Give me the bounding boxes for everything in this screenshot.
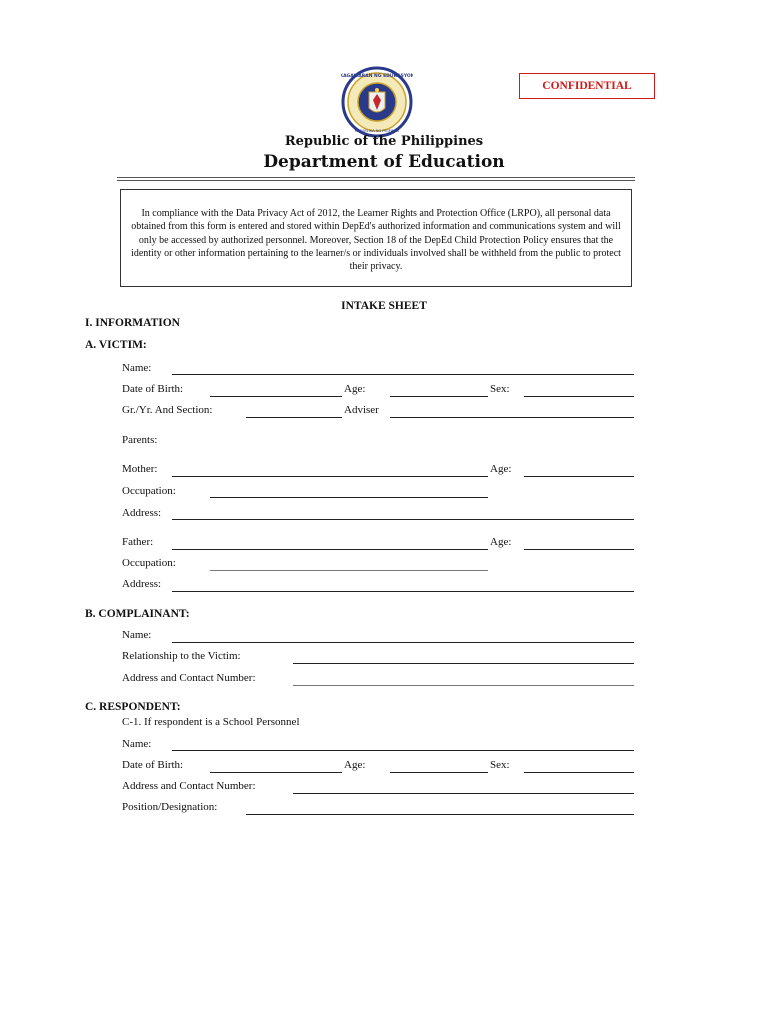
mother-name-field[interactable] xyxy=(172,476,488,477)
father-occupation-label: Occupation: xyxy=(122,557,176,569)
father-occupation-field[interactable] xyxy=(210,570,488,571)
department-heading: Department of Education xyxy=(263,152,505,172)
parents-label: Parents: xyxy=(122,434,158,446)
privacy-notice: In compliance with the Data Privacy Act of 2012, the Learner Rights and Protection Office (LRPO), all personal data obtained from this form is entered and stored within DepEd's authorized information and communications system and will only be accessed by authorized personnel. Moreover, Section 18 of the DepEd Child Protection Policy ensures that the identity or other information pertaining to the learner/s or individuals involved shall be withheld from the public to protect their privacy. xyxy=(120,189,632,287)
victim-adviser-field[interactable] xyxy=(390,417,634,418)
mother-label: Mother: xyxy=(122,463,158,475)
victim-dob-label: Date of Birth: xyxy=(122,383,184,395)
mother-occupation-field[interactable] xyxy=(210,497,488,498)
mother-age-field[interactable] xyxy=(524,476,634,477)
respondent-age-label: Age: xyxy=(344,759,366,771)
respondent-dob-field[interactable] xyxy=(210,772,342,773)
victim-age-label: Age: xyxy=(344,383,366,395)
respondent-address-label: Address and Contact Number: xyxy=(122,780,256,792)
svg-text:REPUBLIKA NG PILIPINAS: REPUBLIKA NG PILIPINAS xyxy=(354,129,400,133)
victim-sex-label: Sex: xyxy=(490,383,510,395)
complainant-relationship-label: Relationship to the Victim: xyxy=(122,650,241,662)
father-age-field[interactable] xyxy=(524,549,634,550)
respondent-name-label: Name: xyxy=(122,738,152,750)
victim-adviser-label: Adviser xyxy=(344,404,379,416)
republic-heading: Republic of the Philippines xyxy=(284,134,484,149)
complainant-name-field[interactable] xyxy=(172,642,634,643)
svg-text:KAGAWARAN NG EDUKASYON: KAGAWARAN NG EDUKASYON xyxy=(341,74,413,79)
section-respondent: C. RESPONDENT: xyxy=(85,701,181,713)
mother-address-label: Address: xyxy=(122,507,162,519)
mother-age-label: Age: xyxy=(490,463,512,475)
respondent-subheading: C-1. If respondent is a School Personnel xyxy=(122,716,300,728)
victim-grade-label: Gr./Yr. And Section: xyxy=(122,404,213,416)
mother-address-field[interactable] xyxy=(172,519,634,520)
respondent-position-label: Position/Designation: xyxy=(122,801,218,813)
respondent-sex-field[interactable] xyxy=(524,772,634,773)
victim-dob-field[interactable] xyxy=(210,396,342,397)
victim-sex-field[interactable] xyxy=(524,396,634,397)
respondent-position-field[interactable] xyxy=(246,814,634,815)
respondent-name-field[interactable] xyxy=(172,750,634,751)
respondent-age-field[interactable] xyxy=(390,772,488,773)
complainant-relationship-field[interactable] xyxy=(293,663,634,664)
deped-seal xyxy=(341,66,413,138)
father-name-field[interactable] xyxy=(172,549,488,550)
header-rule-top xyxy=(117,177,635,178)
header-rule-bottom xyxy=(117,180,635,181)
complainant-address-label: Address and Contact Number: xyxy=(122,672,256,684)
mother-occupation-label: Occupation: xyxy=(122,485,176,497)
father-address-label: Address: xyxy=(122,578,162,590)
father-age-label: Age: xyxy=(490,536,512,548)
section-victim: A. VICTIM: xyxy=(85,339,147,351)
father-label: Father: xyxy=(122,536,154,548)
victim-name-label: Name: xyxy=(122,362,152,374)
victim-name-field[interactable] xyxy=(172,374,634,375)
seal-icon xyxy=(341,66,413,138)
respondent-sex-label: Sex: xyxy=(490,759,510,771)
complainant-address-field[interactable] xyxy=(293,685,634,686)
section-information: I. INFORMATION xyxy=(85,317,180,329)
section-complainant: B. COMPLAINANT: xyxy=(85,608,190,620)
form-title: INTAKE SHEET xyxy=(341,300,427,312)
victim-age-field[interactable] xyxy=(390,396,488,397)
victim-grade-field[interactable] xyxy=(246,417,342,418)
confidential-badge: CONFIDENTIAL xyxy=(519,73,655,99)
complainant-name-label: Name: xyxy=(122,629,152,641)
respondent-dob-label: Date of Birth: xyxy=(122,759,184,771)
father-address-field[interactable] xyxy=(172,591,634,592)
respondent-address-field[interactable] xyxy=(293,793,634,794)
